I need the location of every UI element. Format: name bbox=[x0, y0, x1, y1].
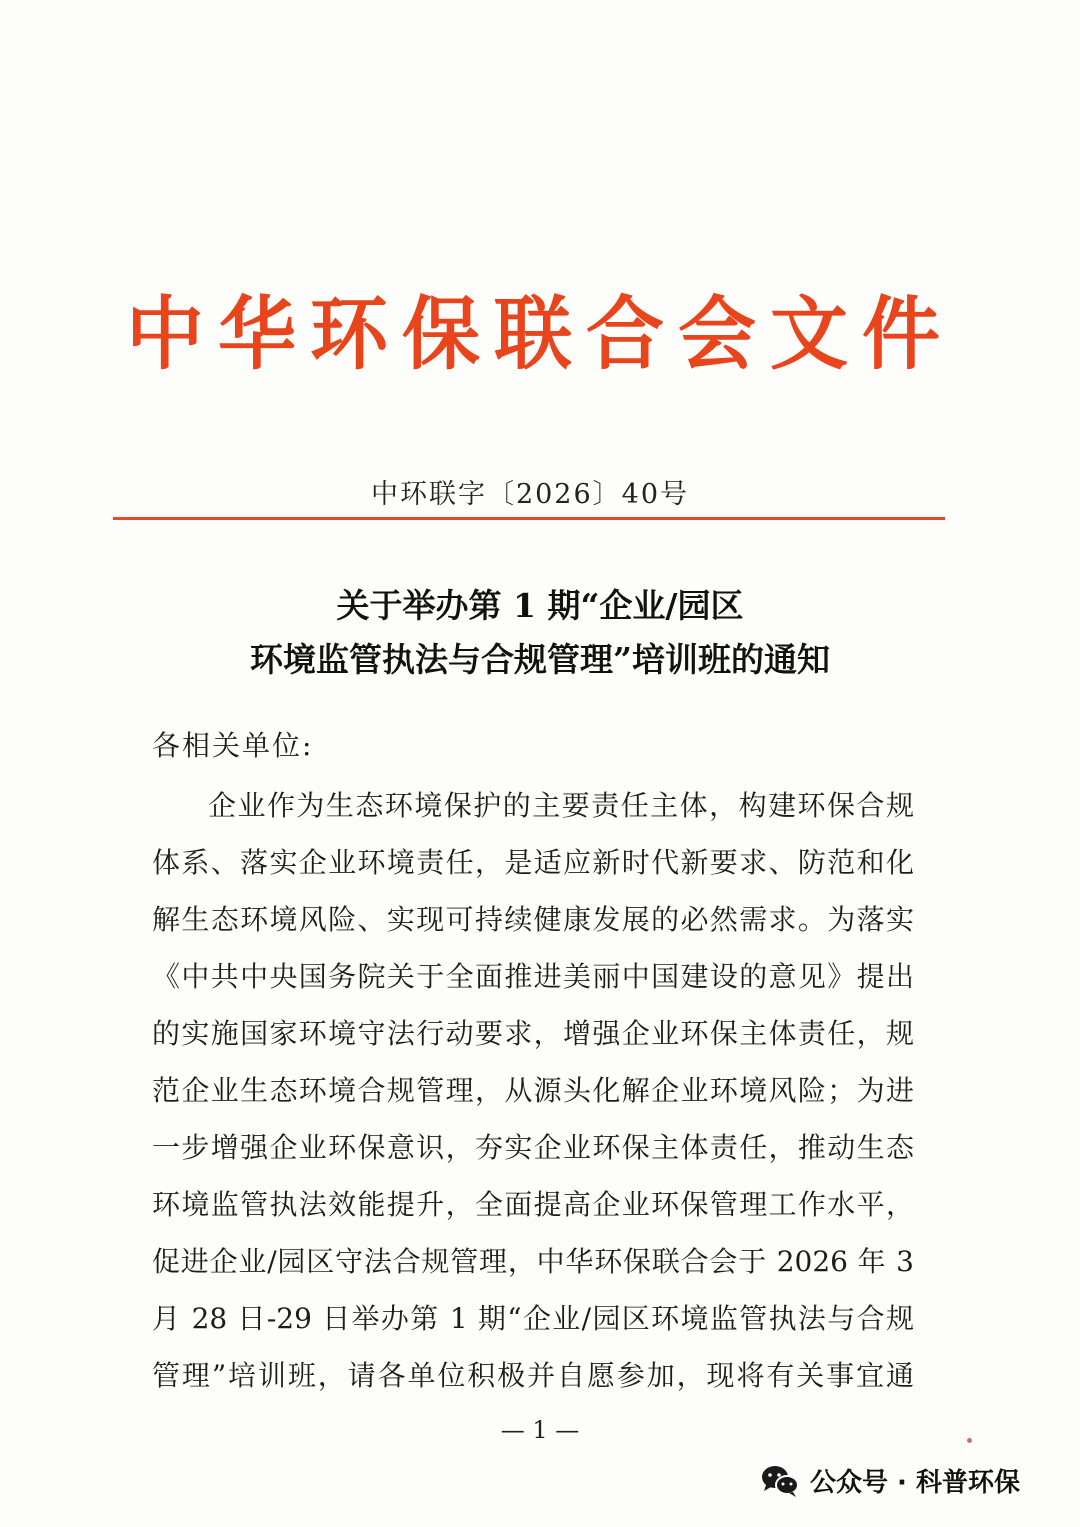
notice-title-line-1: 关于举办第 1 期“企业/园区 bbox=[336, 586, 744, 625]
notice-title-line-2: 环境监管执法与合规管理”培训班的通知 bbox=[250, 640, 830, 679]
body-line: 月 28 日-29 日举办第 1 期“企业/园区环境监管执法与合规 bbox=[152, 1302, 914, 1335]
body-line: 范企业生态环境合规管理，从源头化解企业环境风险；为进 bbox=[152, 1074, 914, 1107]
page-number: — 1 — bbox=[500, 1416, 580, 1444]
watermark bbox=[760, 1462, 1020, 1499]
salutation: 各相关单位: bbox=[152, 729, 314, 762]
document-header-title: 中华环保联合会文件 bbox=[125, 288, 954, 381]
scan-speck bbox=[967, 1438, 972, 1443]
body-line: 《中共中央国务院关于全面推进美丽中国建设的意见》提出 bbox=[152, 960, 914, 993]
document-number: 中环联字〔2026〕40号 bbox=[370, 479, 690, 510]
body-line: 促进企业/园区守法合规管理，中华环保联合会于 2026 年 3 bbox=[152, 1245, 914, 1278]
body-line: 体系、落实企业环境责任，是适应新时代新要求、防范和化 bbox=[152, 846, 914, 879]
body-line: 一步增强企业环保意识，夯实企业环保主体责任，推动生态 bbox=[152, 1131, 914, 1164]
body-line: 企业作为生态环境保护的主要责任主体，构建环保合规 bbox=[208, 789, 914, 822]
watermark-text: 公众号 · 科普环保 bbox=[810, 1468, 1020, 1498]
body-line: 环境监管执法效能提升，全面提高企业环保管理工作水平， bbox=[152, 1188, 914, 1221]
header-divider bbox=[113, 517, 945, 520]
body-line: 的实施国家环境守法行动要求，增强企业环保主体责任，规 bbox=[152, 1017, 914, 1050]
body-line: 管理”培训班，请各单位积极并自愿参加，现将有关事宜通 bbox=[152, 1359, 914, 1392]
wechat-icon bbox=[760, 1464, 800, 1498]
body-line: 解生态环境风险、实现可持续健康发展的必然需求。为落实 bbox=[152, 903, 914, 936]
